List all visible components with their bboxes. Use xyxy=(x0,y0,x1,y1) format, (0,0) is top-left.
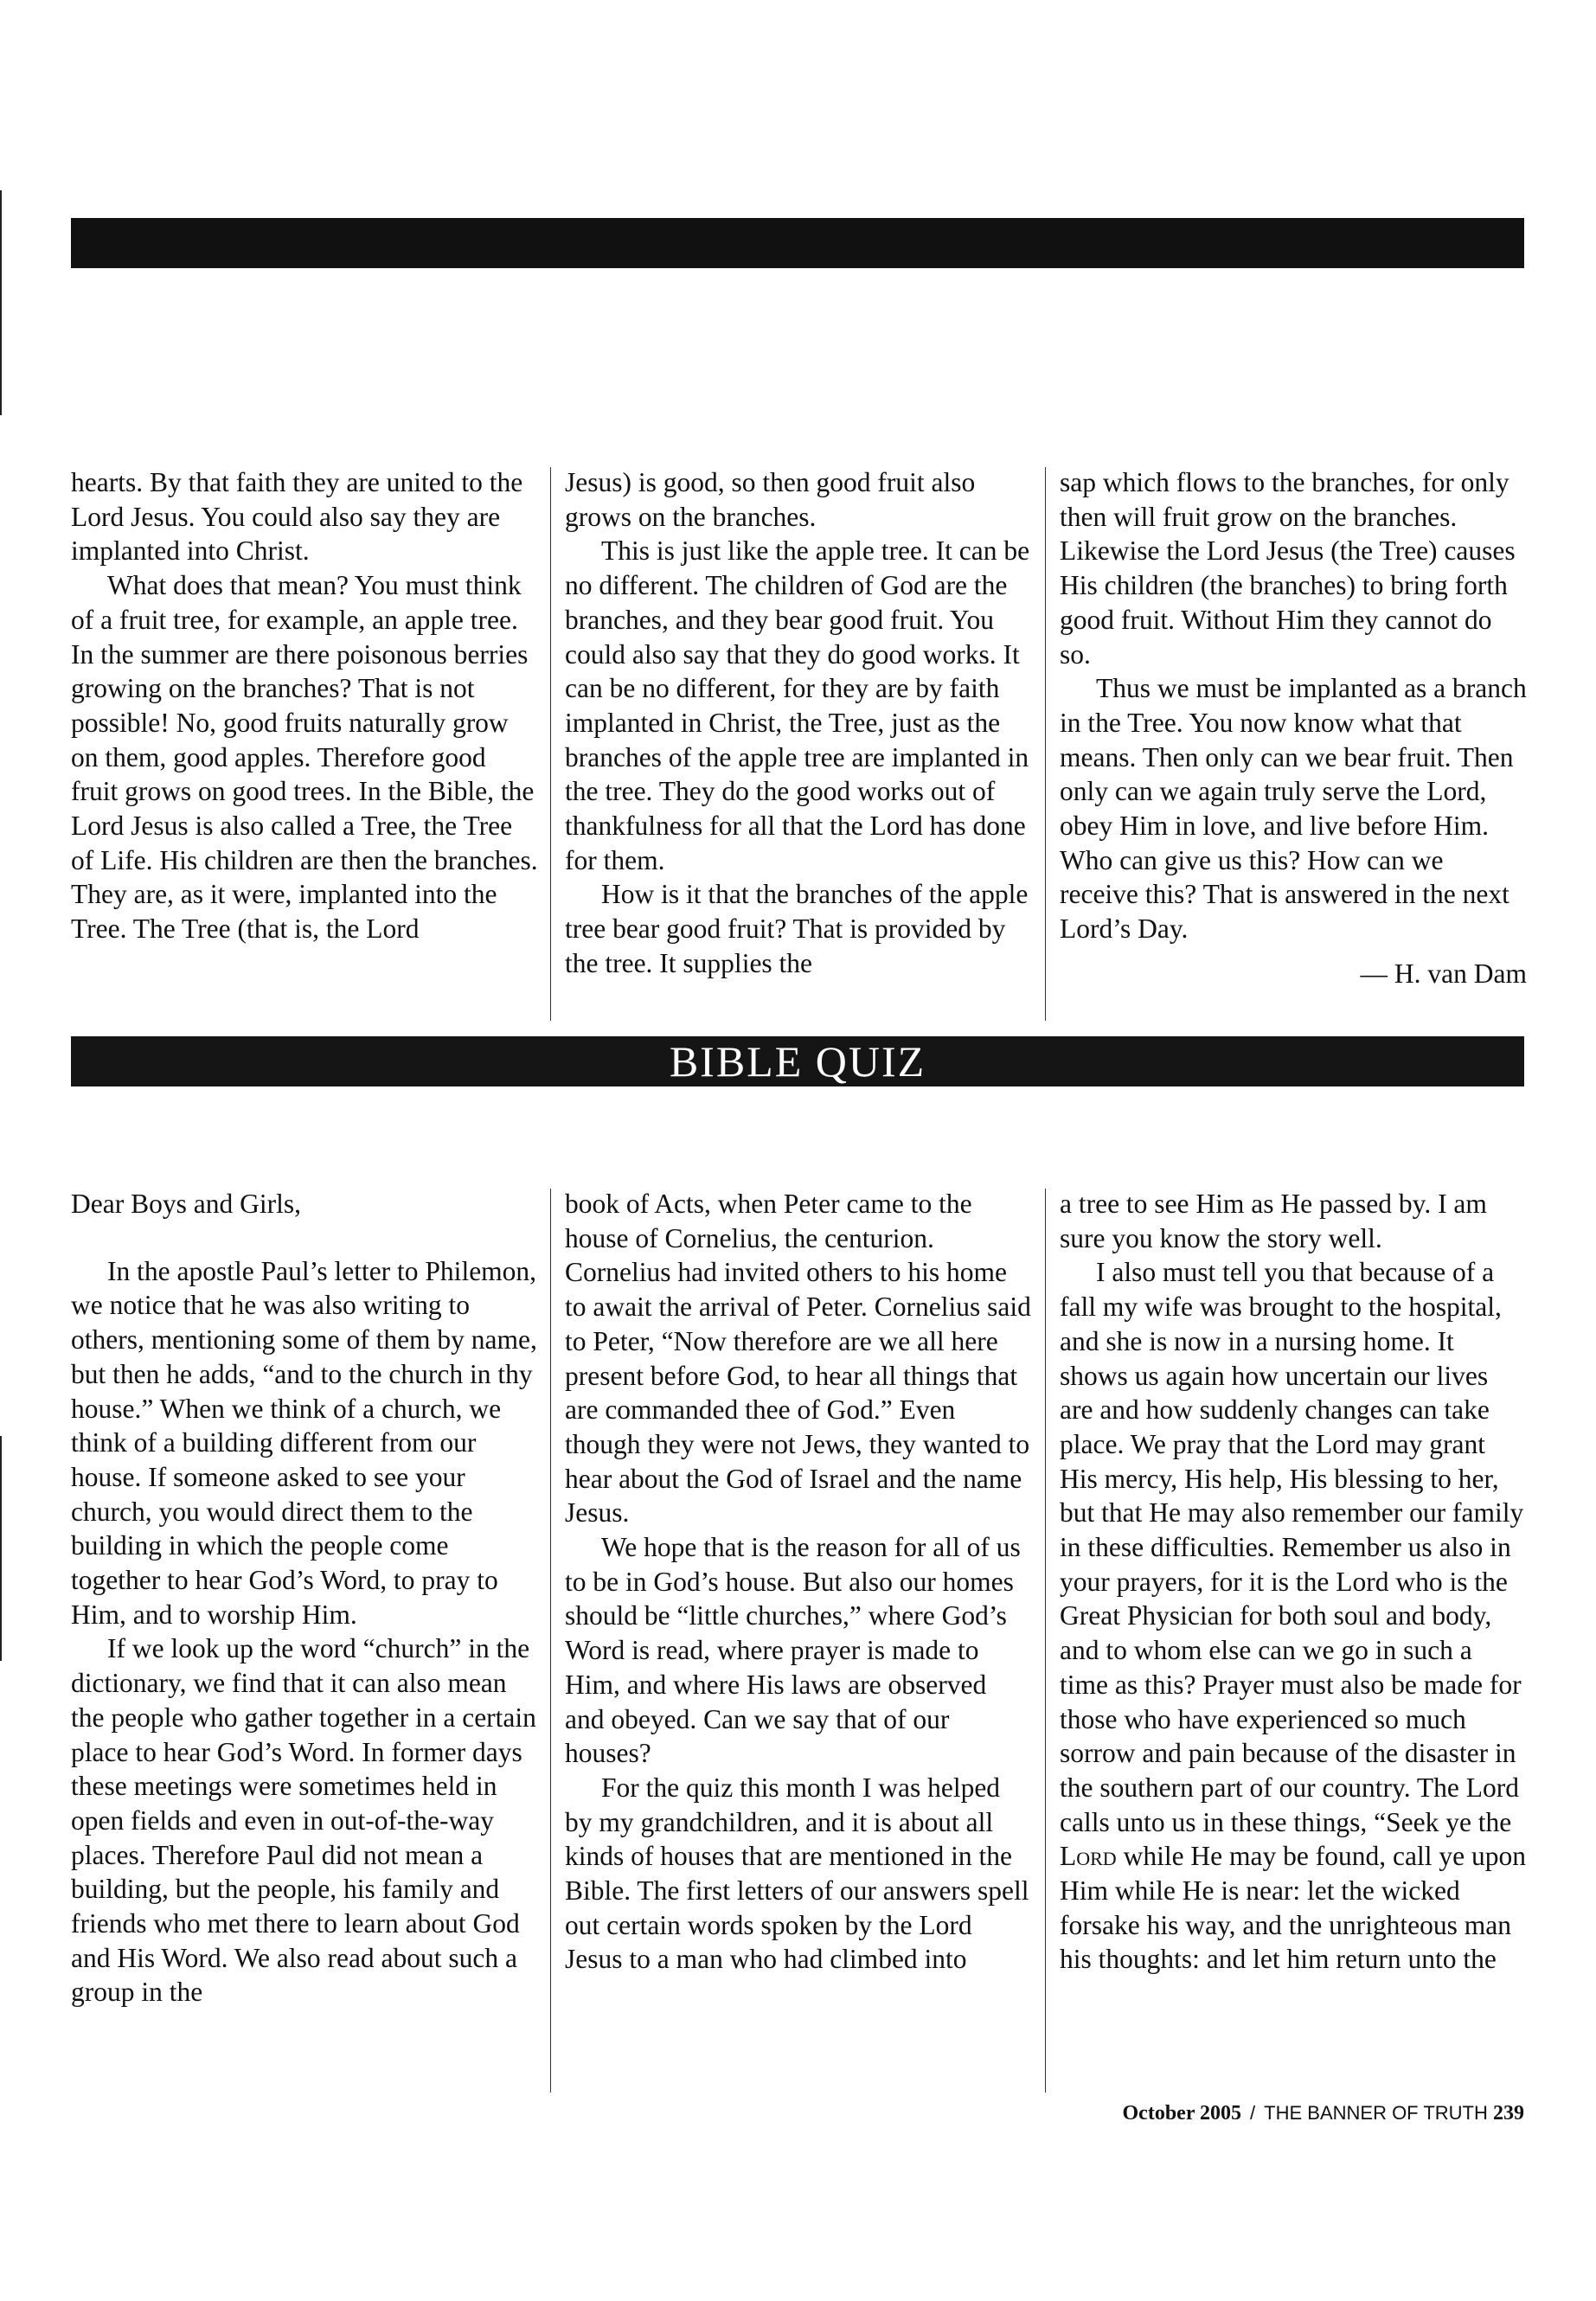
paragraph: This is just like the apple tree. It can be no different. The children of God are the branches, and they bear good fruit. You could also say that they do good works. It can be no different, for they are by faith implanted in Christ, the Tree, just as the branches of the apple tree are implanted in the tree. They do the good works out of thankfulness for all that the Lord has done for them. xyxy=(565,535,1030,875)
paragraph-text: I also must tell you that because of a fall my wife was brought to the hospital, and she is now in a nursing home. It shows us again how uncertain our lives are and how suddenly changes can take place. We pray that the Lord may grant His mercy, His help, His blessing to her, but that He may also remember our family in these difficulties. Remember us also in your prayers, for it is the Lord who is the Great Physician for both soul and body, and to whom else can we go in such a time as this? Prayer must also be made for those who have experienced so much sorrow and pain because of the disaster in the southern part of our country. The Lord calls unto us in these things, xyxy=(1060,1257,1524,1837)
scan-edge-line xyxy=(0,1436,2,1661)
paragraph: For the quiz this month I was helped by my grandchildren, and it is about all kinds of houses that are mentioned in the Bible. The first letters of our answers spell out certain words spoken by the Lord Jesus to a man who had climbed into xyxy=(565,1772,1029,1975)
section-title: BIBLE QUIZ xyxy=(669,1037,926,1086)
paragraph: How is it that the branches of the apple tree bear good fruit? That is provided by the tree. It supplies the xyxy=(565,879,1029,978)
quiz-column-1 xyxy=(71,1187,538,2009)
paragraph: What does that mean? You must think of a fruit tree, for example, an apple tree. In the summer are there poisonous berries growing on the branches? That is not possible! No, good fruits naturally grow on them, good apples. Therefore good fruit grows on good trees. In the Bible, the Lord Jesus is also called a Tree, the Tree of Life. His children are then the branches. They are, as it were, implanted into the Tree. The Tree (that is, the Lord xyxy=(71,570,538,945)
paragraph: Thus we must be implanted as a branch in the Tree. You now know what that means. Then only can we bear fruit. Then only can we again truly serve the Lord, obey Him in love, and live before Him. Who can give us this? How can we receive this? That is answered in the next Lord’s Day. xyxy=(1060,673,1527,945)
paragraph: If we look up the word “church” in the dictionary, we find that it can also mean the people who gather together in a certain place to hear God’s Word. In former days these meetings were sometimes held in open fields and even in out-of-the-way places. Therefore Paul did not mean a building, but the people, his family and friends who met there to learn about God and His Word. We also read about such a group in the xyxy=(71,1633,536,2008)
paragraph: In the apostle Paul’s letter to Philemon, we notice that he was also writing to others, mentioning some of them by name, but then he adds, “and to the church in thy house.” When we think of a church, we think of a building different from our house. If someone asked to see your church, you would direct them to the building in which the people come together to hear God’s Word, to pray to Him, and to worship Him. xyxy=(71,1255,537,1630)
author-signature: — H. van Dam xyxy=(1360,958,1527,989)
paragraph: a tree to see Him as He passed by. I am sure you know the story well. xyxy=(1060,1189,1487,1253)
quiz-column-2 xyxy=(565,1187,1032,1977)
column-divider xyxy=(1045,1189,1046,2093)
column-divider xyxy=(1045,467,1046,1021)
article-column-1 xyxy=(71,465,538,946)
section-title-bar xyxy=(71,1036,1524,1086)
lord-smallcaps: Lord xyxy=(1060,1841,1117,1872)
issue-date: October 2005 xyxy=(1122,2102,1242,2125)
page-number: 239 xyxy=(1493,2102,1524,2125)
paragraph: Jesus) is good, so then good fruit also grows on the branches. xyxy=(565,467,976,532)
paragraph: We hope that is the reason for all of us to be in God’s house. But also our homes should be “little churches,” where God’s Word is read, where prayer is made to Him, and where His laws are observed and obeyed. Can we say that of our houses? xyxy=(565,1532,1021,1769)
column-divider xyxy=(550,1189,551,2093)
scripture-quote: while He may be found, call ye upon Him while He is near: let the wicked forsake his way, and the unrighteous man his thoughts: and let him return unto the xyxy=(1060,1841,1526,1975)
paragraph: book of Acts, when Peter came to the house of Cornelius, the centurion. Cornelius had invited others to his home to await the arrival of Peter. Cornelius said to Peter, “Now therefore are we all here present before God, to hear all things that are commanded thee of God.” Even though they were not Jews, they wanted to hear about the God of Israel and the name Jesus. xyxy=(565,1189,1031,1529)
article-column-3 xyxy=(1060,465,1527,991)
scripture-quote-start: “Seek ye the xyxy=(1374,1806,1512,1837)
page-footer xyxy=(934,2100,1524,2126)
paragraph: hearts. By that faith they are united to the Lord Jesus. You could also say they are implanted into Christ. xyxy=(71,467,523,567)
letter-greeting: Dear Boys and Girls, xyxy=(71,1189,301,1219)
paragraph: sap which flows to the branches, for only then will fruit grow on the branches. Likewise the Lord Jesus (the Tree) causes His children (the branches) to bring forth good fruit. Without Him they cannot do so. xyxy=(1060,467,1516,670)
quiz-column-3 xyxy=(1060,1187,1527,1977)
scan-edge-line xyxy=(0,190,2,415)
header-bar xyxy=(71,218,1524,268)
paragraph xyxy=(1060,1255,1527,1977)
footer-separator: / xyxy=(1250,2102,1256,2124)
publication-name: THE BANNER OF TRUTH xyxy=(1264,2102,1488,2124)
column-divider xyxy=(550,467,551,1021)
article-column-2 xyxy=(565,465,1032,981)
